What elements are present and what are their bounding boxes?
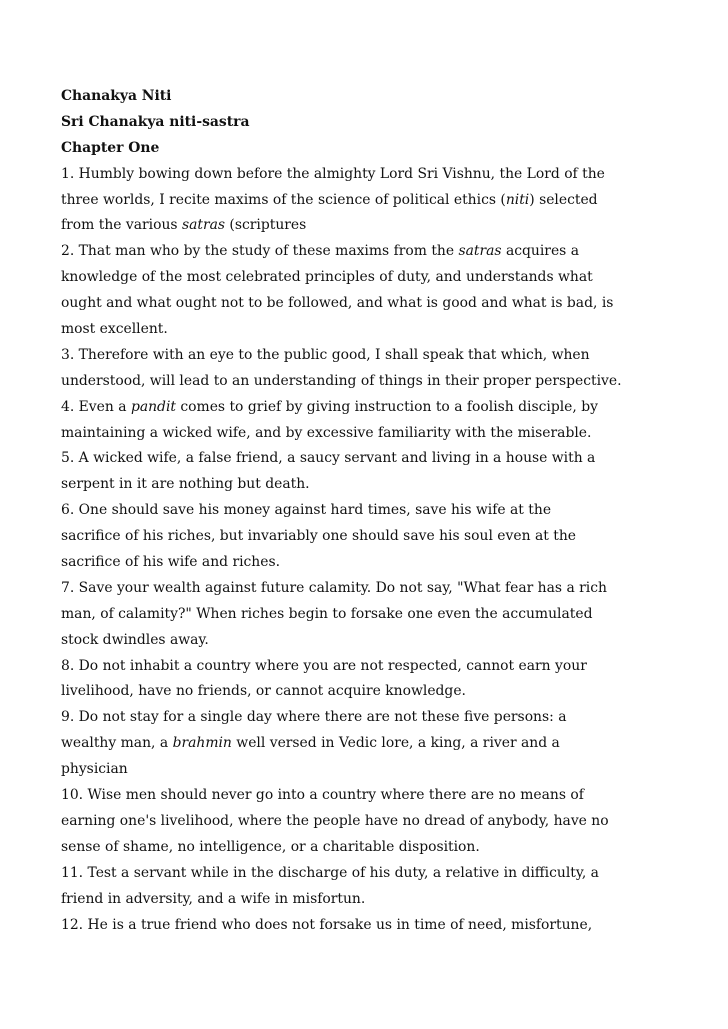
verse-line (61, 731, 681, 757)
verse-line (61, 861, 681, 887)
text-run: wealthy man, a (61, 735, 173, 752)
text-run: physician (61, 761, 128, 778)
verse (61, 446, 681, 498)
text-run: ought and what ought not to be followed, and what is good and what is bad, is (61, 295, 614, 312)
chapter-heading: Chapter One (61, 139, 160, 156)
verse-line (61, 835, 681, 861)
text-run: 3. Therefore with an eye to the public good, I shall speak that which, when (61, 346, 590, 363)
verse (61, 654, 681, 706)
verse-line (61, 550, 681, 576)
verse-line (61, 783, 681, 809)
verse-line (61, 602, 681, 628)
italic-term: pandit (130, 398, 176, 415)
text-run: 10. Wise men should never go into a country where there are no means of (61, 787, 584, 804)
verse-line (61, 446, 681, 472)
text-run: understood, will lead to an understanding of things in their proper perspective. (61, 372, 622, 389)
verse-line (61, 887, 681, 913)
text-run: 9. Do not stay for a single day where there are not these five persons: a (61, 709, 567, 726)
text-run: well versed in Vedic lore, a king, a river and a (231, 735, 560, 752)
verse-line (61, 213, 681, 239)
verse-line (61, 757, 681, 783)
verse (61, 162, 681, 240)
text-run: 7. Save your wealth against future calamity. Do not say, "What fear has a rich (61, 579, 607, 596)
text-run: 5. A wicked wife, a false friend, a saucy servant and living in a house with a (61, 450, 596, 467)
text-run: man, of calamity?" When riches begin to forsake one even the accumulated (61, 605, 593, 622)
verse (61, 395, 681, 447)
verse (61, 239, 681, 343)
text-run: sacrifice of his riches, but invariably one should save his soul even at the (61, 528, 576, 545)
verse-line (61, 239, 681, 265)
verse (61, 343, 681, 395)
text-run: ) selected (529, 191, 598, 208)
text-run: maintaining a wicked wife, and by excessive familiarity with the miserable. (61, 424, 592, 441)
verse-list (61, 162, 681, 939)
verse (61, 498, 681, 576)
text-run: stock dwindles away. (61, 631, 209, 648)
verse-line (61, 162, 681, 188)
verse-line (61, 265, 681, 291)
italic-term: satras (181, 217, 226, 234)
verse-line (61, 913, 681, 939)
verse-line (61, 395, 681, 421)
text-run: 12. He is a true friend who does not forsake us in time of need, misfortune, (61, 916, 593, 933)
document-body (61, 84, 681, 938)
verse-line (61, 343, 681, 369)
document-title: Chanakya Niti (61, 88, 172, 104)
text-run: comes to grief by giving instruction to a foolish disciple, by (175, 398, 598, 415)
verse-line (61, 576, 681, 602)
verse (61, 861, 681, 913)
text-run: 1. Humbly bowing down before the almighty Lord Sri Vishnu, the Lord of the (61, 165, 605, 182)
verse-line (61, 654, 681, 680)
text-run: livelihood, have no friends, or cannot acquire knowledge. (61, 683, 466, 700)
text-run: 11. Test a servant while in the discharge of his duty, a relative in difficulty, a (61, 864, 599, 881)
document-subtitle: Sri Chanakya niti-sastra (61, 113, 250, 130)
verse-line (61, 628, 681, 654)
verse-line (61, 524, 681, 550)
verse-line (61, 317, 681, 343)
italic-term: niti (505, 191, 530, 208)
verse-line (61, 472, 681, 498)
verse-line (61, 421, 681, 447)
verse (61, 705, 681, 783)
text-run: 4. Even a (61, 398, 131, 415)
verse-line (61, 809, 681, 835)
verse-line (61, 498, 681, 524)
verse-line (61, 188, 681, 214)
verse (61, 576, 681, 654)
verse-line (61, 679, 681, 705)
text-run: from the various (61, 217, 182, 234)
text-run: knowledge of the most celebrated principles of duty, and understands what (61, 269, 593, 286)
text-run: friend in adversity, and a wife in misfortun. (61, 890, 366, 907)
text-run: 8. Do not inhabit a country where you are not respected, cannot earn your (61, 657, 587, 674)
italic-term: satras (458, 243, 502, 260)
text-run: serpent in it are nothing but death. (61, 476, 310, 493)
text-run: acquires a (501, 243, 579, 260)
verse-line (61, 291, 681, 317)
text-run: sacrifice of his wife and riches. (61, 554, 281, 571)
text-run: 2. That man who by the study of these maxims from the (61, 243, 459, 260)
text-run: most excellent. (61, 321, 168, 338)
italic-term: brahmin (172, 735, 232, 752)
verse-line (61, 705, 681, 731)
text-run: earning one's livelihood, where the people have no dread of anybody, have no (61, 812, 609, 829)
verse-line (61, 369, 681, 395)
verse (61, 913, 681, 939)
text-run: three worlds, I recite maxims of the science of political ethics ( (61, 191, 506, 208)
text-run: 6. One should save his money against hard times, save his wife at the (61, 502, 552, 519)
text-run: (scriptures (225, 217, 307, 234)
verse (61, 783, 681, 861)
text-run: sense of shame, no intelligence, or a charitable disposition. (61, 838, 480, 855)
